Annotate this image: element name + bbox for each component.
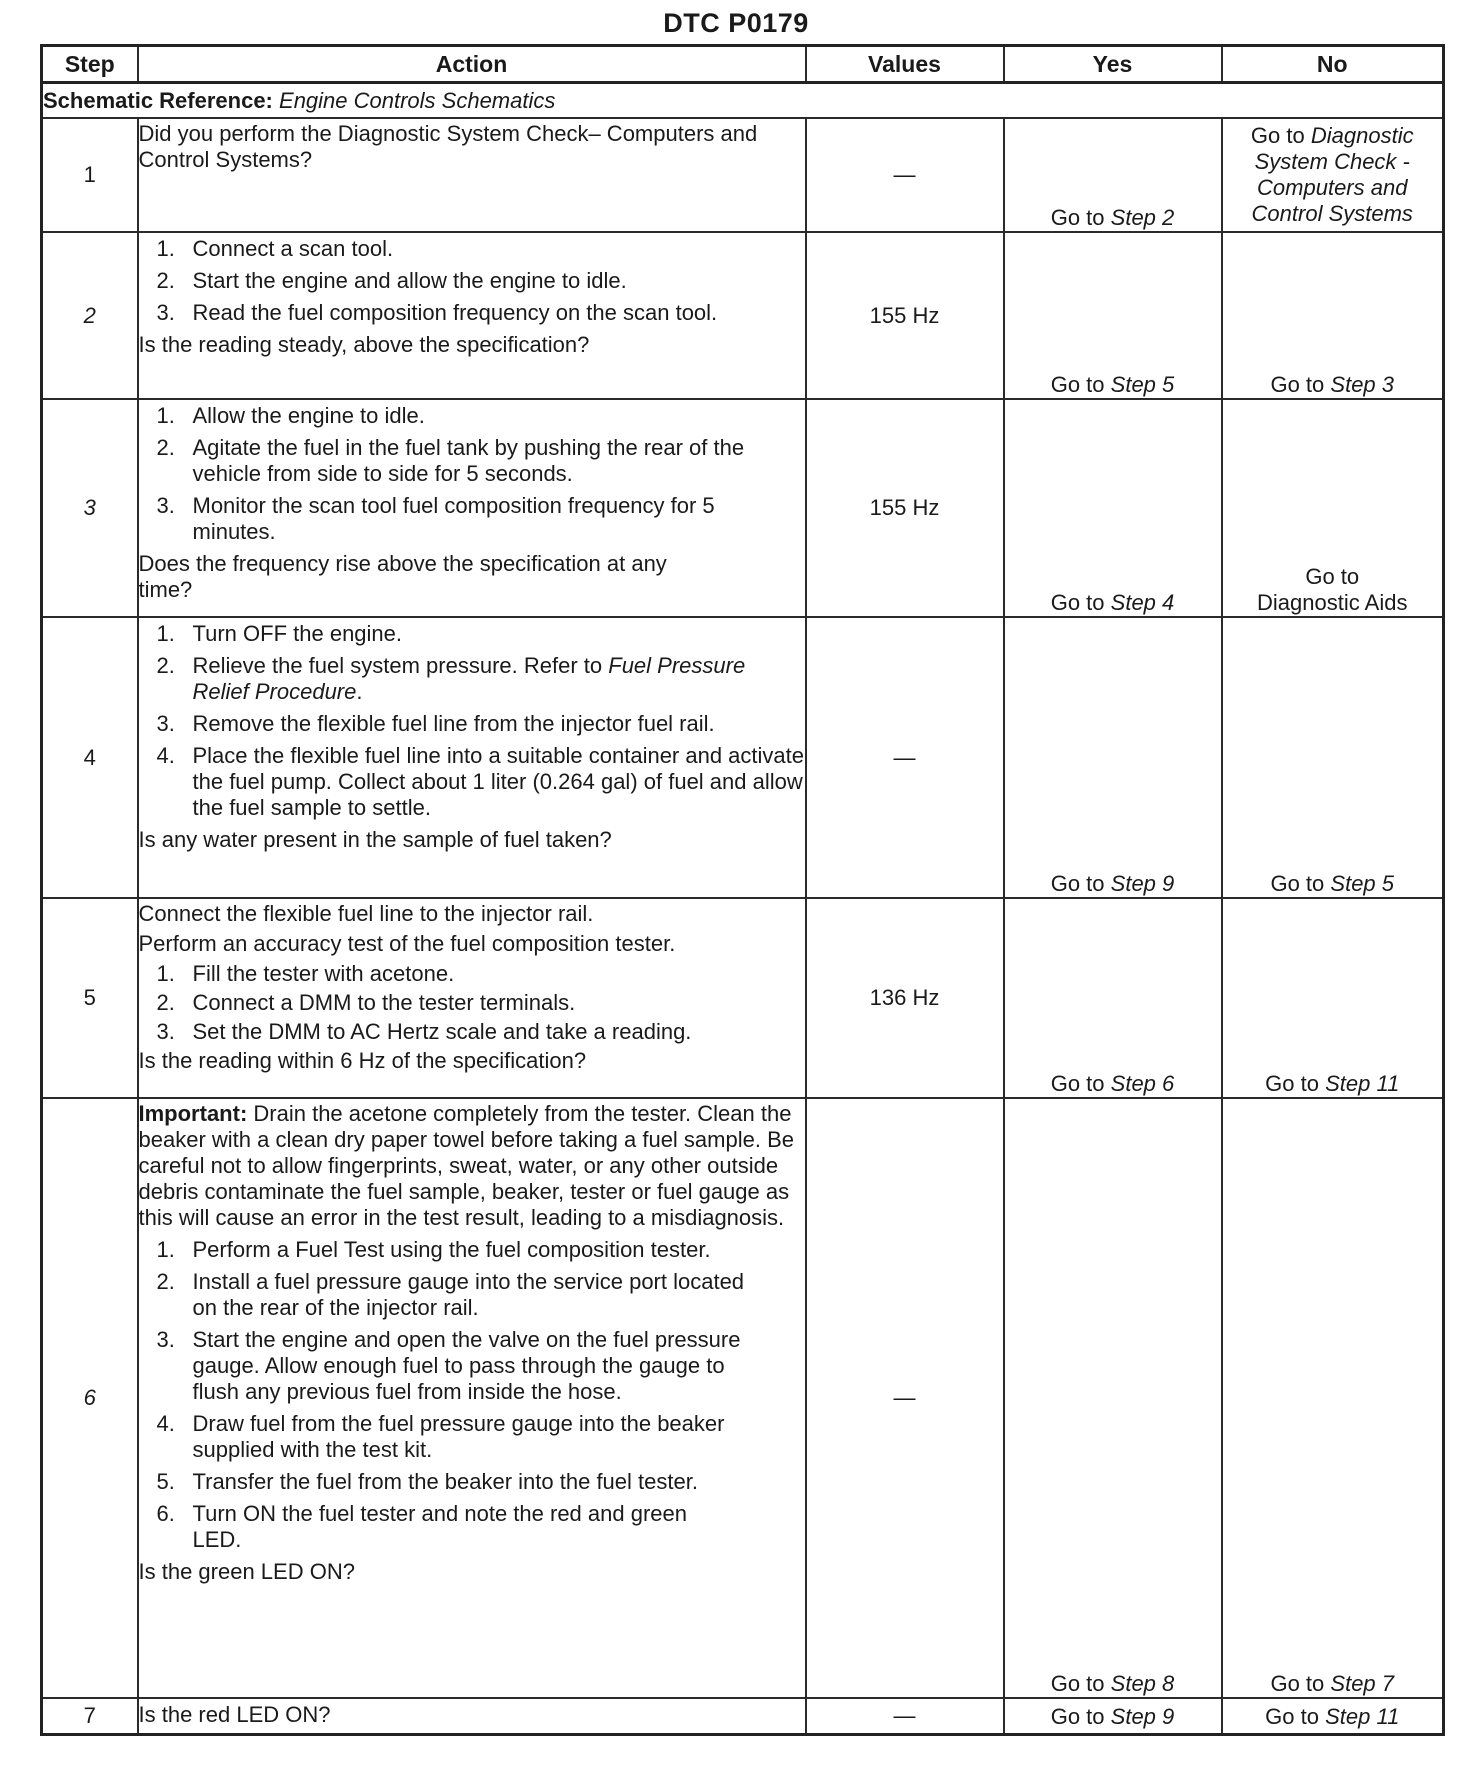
list-item-end: . (356, 679, 363, 704)
value-cell: — (806, 118, 1004, 232)
header-values: Values (806, 46, 1004, 83)
action-cell (138, 1098, 806, 1698)
instruction-list (139, 1237, 805, 1553)
no-cell[interactable] (1222, 617, 1444, 898)
important-note (139, 1101, 805, 1231)
instruction-list (139, 403, 805, 545)
header-action: Action (138, 46, 806, 83)
question-text: Is any water present in the sample of fuel taken? (138, 827, 612, 852)
header-no: No (1222, 46, 1444, 83)
list-item: 1. Allow the engine to idle. (156, 403, 425, 428)
action-cell (138, 118, 806, 232)
diagnostic-table (40, 44, 1445, 1736)
table-header-row (42, 46, 1444, 83)
yes-cell[interactable] (1004, 232, 1222, 399)
yes-cell[interactable] (1004, 399, 1222, 617)
step-number: 7 (42, 1698, 138, 1734)
no-cell[interactable] (1222, 232, 1444, 399)
list-item: 3. Read the fuel composition frequency on the scan tool. (156, 300, 718, 325)
schematic-label: Schematic Reference: (43, 87, 273, 113)
question-text: Is the red LED ON? (138, 1702, 331, 1727)
yes-cell[interactable] (1004, 1098, 1222, 1698)
list-item: 3. Monitor the scan tool fuel composition frequency for 5 minutes. (156, 493, 715, 544)
schematic-reference-row (42, 83, 1444, 119)
list-item: 1. Perform a Fuel Test using the fuel composition tester. (156, 1237, 711, 1262)
value-cell: — (806, 1698, 1004, 1734)
yes-step-link[interactable]: Step 9 (1110, 1703, 1175, 1729)
schematic-reference (42, 83, 1444, 119)
list-item: 2. Start the engine and allow the engine to idle. (156, 268, 627, 293)
step-number: 4 (42, 617, 138, 898)
list-item: 1. Fill the tester with acetone. (156, 961, 455, 986)
no-step-link[interactable]: Step 5 (1330, 871, 1395, 896)
important-label: Important: (138, 1101, 248, 1126)
yes-step-link[interactable]: Step 5 (1110, 372, 1175, 397)
go-to-text: Go to (1050, 1703, 1105, 1729)
question-text: Did you perform the Diagnostic System Check– Computers and Control Systems? (138, 121, 758, 172)
table-row (42, 1098, 1444, 1698)
no-cell[interactable] (1222, 1698, 1444, 1734)
list-item: 3. Set the DMM to AC Hertz scale and take a reading. (156, 1019, 692, 1044)
action-cell (138, 232, 806, 399)
list-item: 1. Turn OFF the engine. (156, 621, 403, 646)
list-item: 2. Connect a DMM to the tester terminals. (156, 990, 576, 1015)
go-to-text: Go to (1050, 205, 1105, 230)
step-number: 6 (42, 1098, 138, 1698)
no-ref-link[interactable]: Diagnostic System Check - Computers and Control Systems (1251, 123, 1414, 226)
go-to-text: Go to (1270, 1671, 1325, 1696)
action-cell (138, 898, 806, 1098)
table-row (42, 898, 1444, 1098)
table-row (42, 118, 1444, 232)
yes-step-link[interactable]: Step 2 (1110, 205, 1175, 230)
list-item: 1. Connect a scan tool. (156, 236, 394, 261)
yes-step-link[interactable]: Step 4 (1110, 590, 1175, 615)
no-step-link[interactable]: Step 3 (1330, 372, 1395, 397)
value-cell: 155 Hz (806, 399, 1004, 617)
go-to-text: Go to (1050, 871, 1105, 896)
important-text: Drain the acetone completely from the tester. Clean the beaker with a clean dry paper towel before taking a fuel sample. Be careful not to allow fingerprints, sweat, water, or any other outside debris contaminate the fuel sample, beaker, tester or fuel gauge as this will cause an error in the test result, leading to a misdiagnosis. (138, 1101, 794, 1230)
table-row (42, 617, 1444, 898)
no-cell[interactable] (1222, 1098, 1444, 1698)
procedure-link[interactable]: Fuel Pressure Relief Procedure (192, 653, 746, 704)
yes-step-link[interactable]: Step 6 (1110, 1071, 1175, 1096)
instruction-list (139, 236, 805, 326)
no-cell[interactable] (1222, 898, 1444, 1098)
no-cell[interactable] (1222, 399, 1444, 617)
no-cell[interactable] (1222, 118, 1444, 232)
question-text: Is the reading within 6 Hz of the specification? (138, 1048, 587, 1073)
go-to-text: Go to (1305, 564, 1360, 589)
instruction-paragraph: Perform an accuracy test of the fuel composition tester. (138, 931, 676, 956)
list-item: 6. Turn ON the fuel tester and note the red and green LED. (156, 1501, 687, 1552)
list-item: 2. Install a fuel pressure gauge into the service port located on the rear of the injector rail. (156, 1269, 745, 1320)
list-item: 4. Draw fuel from the fuel pressure gauge into the beaker supplied with the test kit. (156, 1411, 725, 1462)
table-row (42, 232, 1444, 399)
step-number: 5 (42, 898, 138, 1098)
page-title: DTC P0179 (663, 8, 809, 38)
go-to-text: Go to (1250, 123, 1305, 148)
list-item: 4. Place the flexible fuel line into a suitable container and activate the fuel pump. Collect about 1 liter (0.264 gal) of fuel and allow the fuel sample to settle. (156, 743, 804, 820)
no-ref-link[interactable]: Diagnostic Aids (1257, 590, 1408, 615)
instruction-list (139, 621, 805, 821)
question-text: Is the reading steady, above the specification? (138, 332, 590, 357)
yes-cell[interactable] (1004, 617, 1222, 898)
go-to-text: Go to (1050, 1671, 1105, 1696)
yes-cell[interactable] (1004, 1698, 1222, 1734)
action-cell (138, 399, 806, 617)
go-to-text: Go to (1050, 1071, 1105, 1096)
go-to-text: Go to (1265, 1703, 1319, 1729)
instruction-paragraph: Connect the flexible fuel line to the injector rail. (138, 901, 594, 926)
instruction-list (139, 961, 805, 1045)
schematic-link[interactable]: Engine Controls Schematics (279, 87, 556, 113)
question-text: Does the frequency rise above the specification at any time? (138, 551, 667, 602)
step-number: 1 (42, 118, 138, 232)
action-cell (138, 617, 806, 898)
yes-step-link[interactable]: Step 8 (1110, 1671, 1175, 1696)
header-step: Step (42, 46, 138, 83)
yes-step-link[interactable]: Step 9 (1110, 871, 1175, 896)
table-row (42, 399, 1444, 617)
table-row (42, 1698, 1444, 1734)
go-to-text: Go to (1270, 372, 1325, 397)
go-to-text: Go to (1265, 1071, 1319, 1096)
list-item: 3. Start the engine and open the valve on the fuel pressure gauge. Allow enough fuel to pass through the gauge to flush any previous fuel from inside the hose. (156, 1327, 741, 1404)
list-item: 2. Agitate the fuel in the fuel tank by pushing the rear of the vehicle from side to side for 5 seconds. (156, 435, 745, 486)
no-step-link[interactable]: Step 11 (1325, 1071, 1400, 1096)
question-text: Is the green LED ON? (138, 1559, 355, 1584)
value-cell: — (806, 617, 1004, 898)
list-item-text: Relieve the fuel system pressure. Refer to (192, 653, 603, 678)
list-item: 5. Transfer the fuel from the beaker into the fuel tester. (156, 1469, 698, 1494)
list-item: 3. Remove the flexible fuel line from the injector fuel rail. (156, 711, 715, 736)
action-cell (138, 1698, 806, 1734)
go-to-text: Go to (1050, 590, 1105, 615)
no-step-link[interactable]: Step 7 (1330, 1671, 1395, 1696)
yes-cell[interactable] (1004, 898, 1222, 1098)
yes-cell[interactable] (1004, 118, 1222, 232)
value-cell: 155 Hz (806, 232, 1004, 399)
header-yes: Yes (1004, 46, 1222, 83)
step-number: 3 (42, 399, 138, 617)
no-step-link[interactable]: Step 11 (1325, 1703, 1400, 1729)
value-cell: — (806, 1098, 1004, 1698)
go-to-text: Go to (1050, 372, 1105, 397)
step-number: 2 (42, 232, 138, 399)
go-to-text: Go to (1270, 871, 1325, 896)
list-item: 2. Relieve the fuel system pressure. Refer to Fuel Pressure Relief Procedure. (156, 653, 746, 704)
value-cell: 136 Hz (806, 898, 1004, 1098)
